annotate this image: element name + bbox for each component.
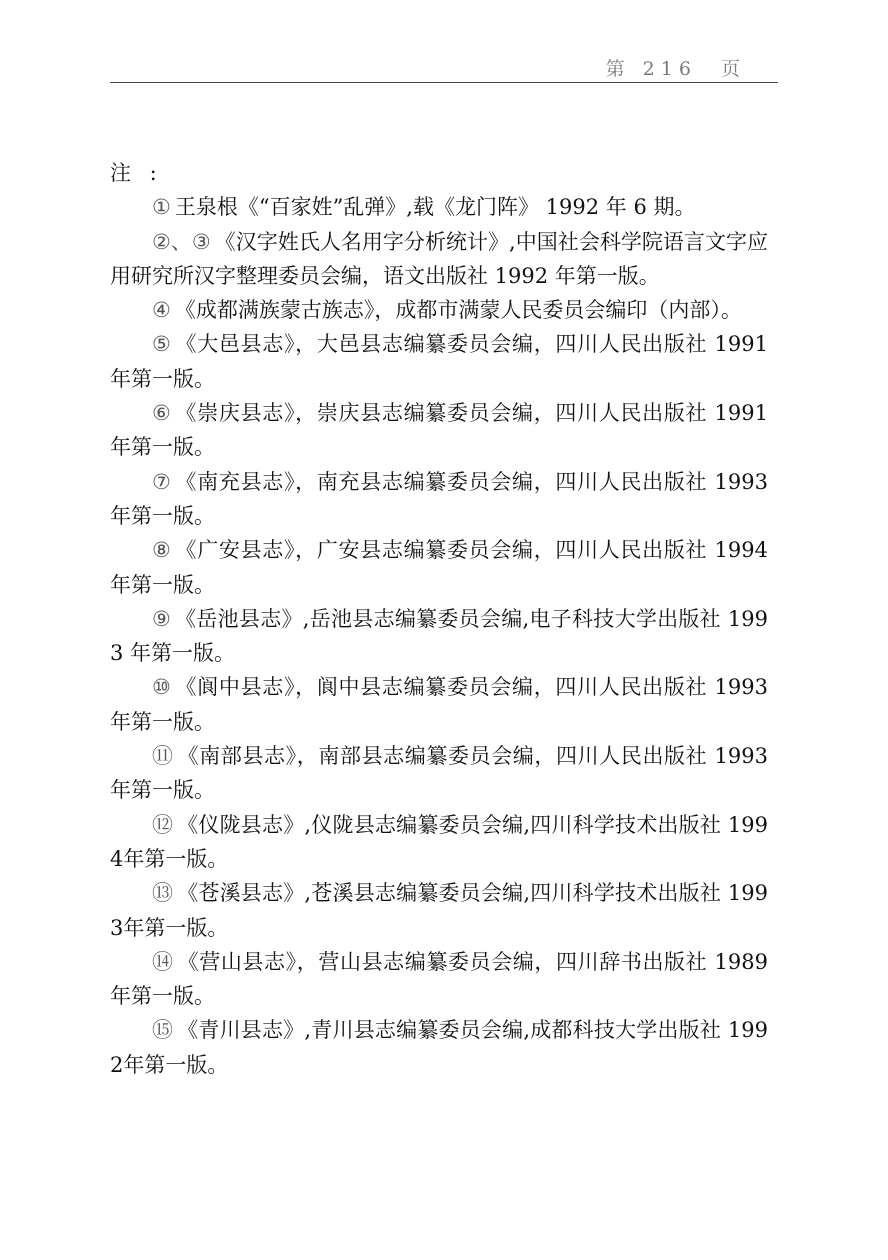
note-item (110, 533, 768, 602)
note-text: 《成都满族蒙古族志》，成都市满蒙人民委员会编印（内部）。 (174, 298, 742, 323)
note-mark: ⑧ (152, 538, 172, 563)
note-text: 《南充县志》，南充县志编纂委员会编，四川人民出版社 1993 年第一版。 (110, 469, 768, 528)
note-mark: ⑫ (152, 812, 174, 837)
note-item (110, 190, 768, 224)
note-text: 《营山县志》，营山县志编纂委员会编，四川辞书出版社 1989 年第一版。 (110, 949, 768, 1009)
note-item (110, 327, 768, 396)
note-item (110, 396, 768, 465)
note-item (110, 808, 768, 877)
note-text: 王泉根《“百家姓”乱弹》,载《龙门阵》 1992 年 6 期。 (174, 195, 696, 220)
note-text: 《大邑县志》，大邑县志编纂委员会编，四川人民出版社 1991年第一版。 (110, 332, 768, 391)
note-item (110, 670, 768, 739)
note-item (110, 876, 768, 945)
note-item (110, 293, 768, 327)
note-text: 《岳池县志》,岳池县志编纂委员会编,电子科技大学出版社 1993 年第一版。 (110, 606, 768, 666)
note-mark: ⑦ (152, 469, 172, 494)
note-item (110, 1013, 768, 1082)
note-text: 《苍溪县志》,苍溪县志编纂委员会编,四川科学技术出版社 1993年第一版。 (110, 881, 768, 940)
note-text: 《崇庆县志》，崇庆县志编纂委员会编，四川人民出版社 1991 年第一版。 (110, 401, 768, 460)
note-mark: ① (152, 195, 171, 220)
note-text: 《南部县志》，南部县志编纂委员会编，四川人民出版社 1993 年第一版。 (110, 744, 768, 803)
note-item (110, 602, 768, 671)
note-mark: ⑩ (152, 675, 172, 700)
note-mark: ⑨ (152, 606, 172, 631)
note-text: 《仪陇县志》,仪陇县志编纂委员会编,四川科学技术出版社 1994年第一版。 (110, 812, 768, 871)
note-mark: ⑥ (152, 401, 172, 426)
note-text: 《汉字姓氏人名用字分析统计》,中国社会科学院语言文字应用研究所汉字整理委员会编，语文出版社 1992 年第一版。 (110, 229, 768, 288)
page-header (110, 50, 778, 83)
note-item (110, 945, 768, 1014)
note-text: 《青川县志》,青川县志编纂委员会编,成都科技大学出版社 1992年第一版。 (110, 1018, 768, 1077)
note-text: 《阆中县志》，阆中县志编纂委员会编，四川人民出版社 1993 年第一版。 (110, 675, 768, 734)
note-mark: ⑤ (152, 332, 172, 357)
note-mark: ⑮ (152, 1018, 174, 1043)
note-mark: ⑭ (152, 949, 174, 974)
notes-section (110, 156, 768, 1116)
note-mark: ④ (152, 298, 171, 323)
note-mark: ②、③ (152, 229, 211, 254)
page-number: 第 216 页 (605, 58, 746, 80)
note-item (110, 225, 768, 294)
note-item (110, 1082, 768, 1116)
note-mark: ⑪ (152, 744, 174, 769)
note-item (110, 739, 768, 808)
note-item (110, 465, 768, 534)
note-mark: ⑬ (152, 881, 174, 906)
note-text: 《广安县志》，广安县志编纂委员会编，四川人民出版社 1994 年第一版。 (110, 538, 768, 597)
notes-title: 注 : (110, 161, 163, 185)
